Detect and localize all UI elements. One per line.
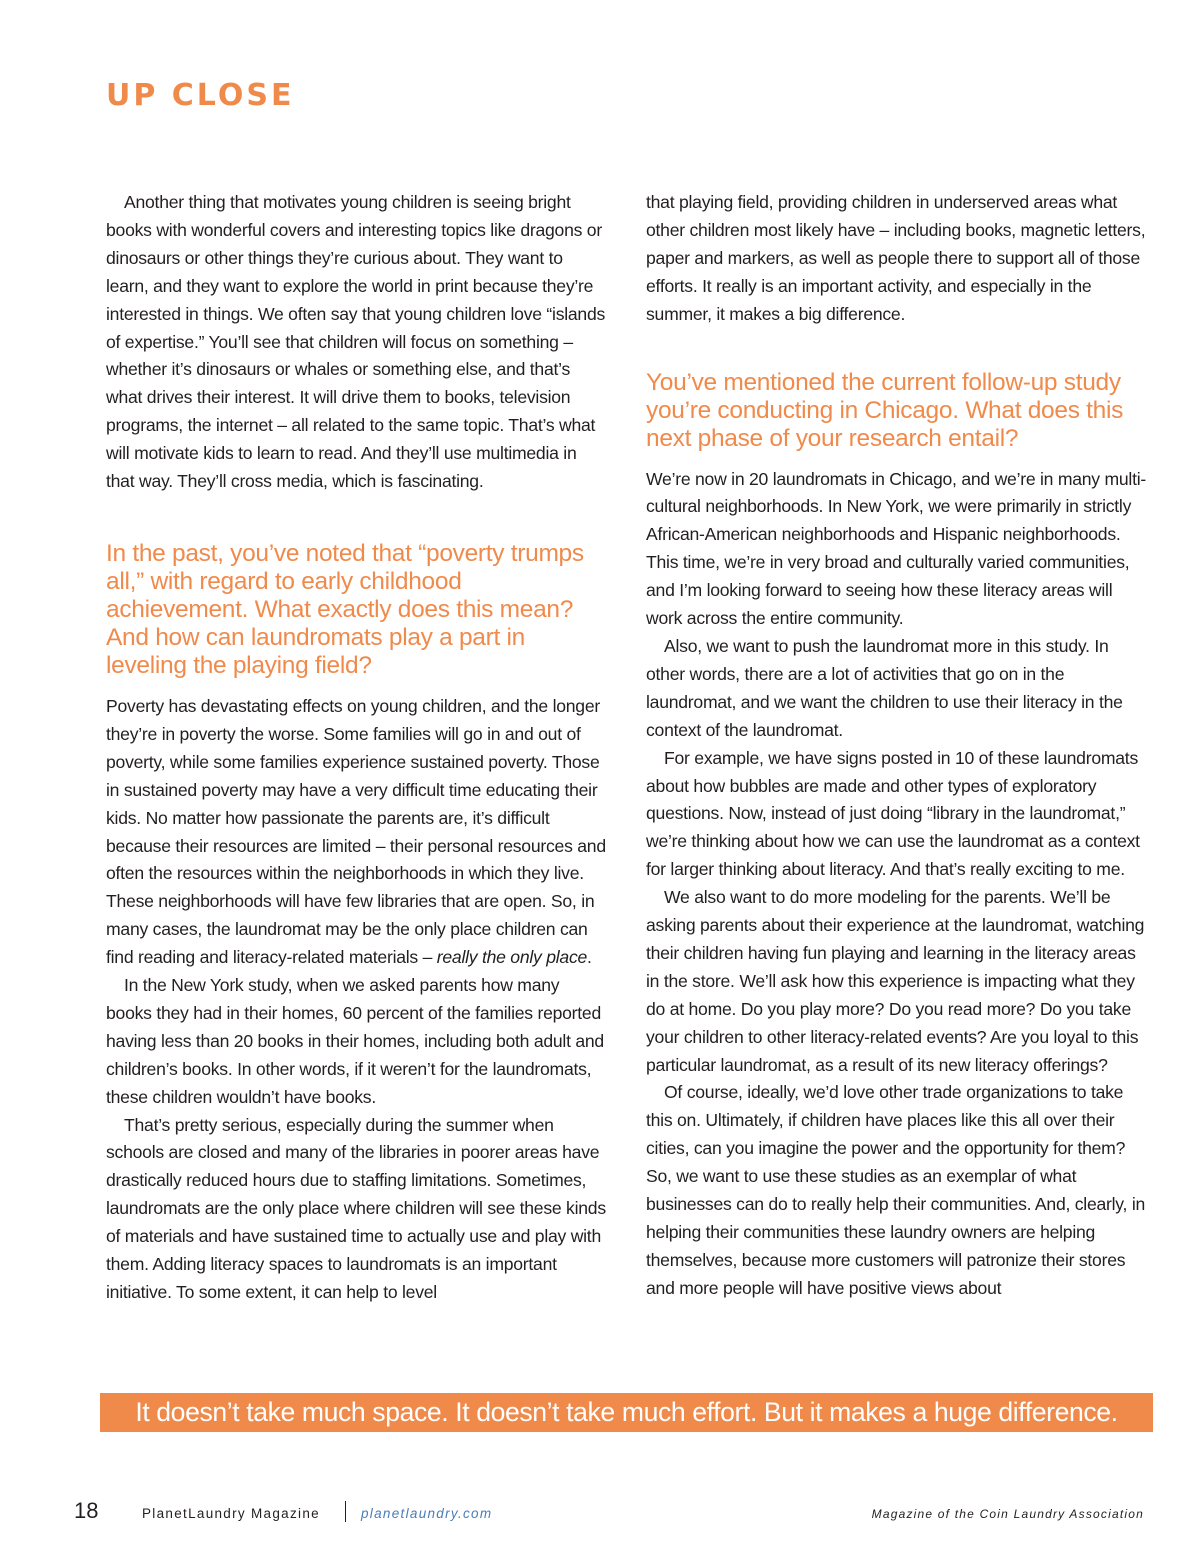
left-column	[106, 189, 608, 1307]
interview-question: You’ve mentioned the current follow-up study you’re conducting in Chicago. What does this next phase of your research entail?	[646, 368, 1124, 452]
body-paragraph: That’s pretty serious, especially during the summer when schools are closed and many of the libraries in poorer areas have drastically reduced hours due to staffing limitations. Sometimes, laundromats are the only place where children will see these kinds of materials and have sustained time to actually use and play with them. Adding literacy spaces to laundromats is an important initiative. To some extent, it can help to level	[106, 1114, 606, 1302]
body-paragraph: Another thing that motivates young children is seeing bright books with wonderful covers and interesting topics like dragons or dinosaurs or other things they’re curious about. They want to learn, and they want to explore the world in print because they’re interested in things. We often say that young children love “islands of expertise.” You’ll see that children will focus on something – whether it’s dinosaurs or whales or something else, and that’s what drives their interest. It will drive them to books, television programs, the internet – all related to the same topic. That’s what will motivate kids to learn to read. And they’ll use multimedia in that way. They’ll cross media, which is fascinating.	[106, 192, 606, 492]
body-paragraph: We also want to do more modeling for the parents. We’ll be asking parents about their experience at the laundromat, watching their children having fun playing and learning in the literacy areas in the store. We’ll ask how this experience is impacting what they do at home. Do you play more? Do you read more? Do you take your children to other literacy-related events? Are you loyal to this particular laundromat, as a result of its new literacy offerings?	[646, 887, 1145, 1075]
section-label: UP CLOSE	[106, 78, 295, 113]
body-paragraph: For example, we have signs posted in 10 of these laundromats about how bubbles are made and other types of exploratory questions. Now, instead of just doing “library in the laundromat,” we’re thinking about how we can use the laundromat as a context for larger thinking about literacy. And that’s really exciting to me.	[646, 747, 1140, 880]
page-footer	[0, 1498, 1200, 1528]
body-paragraph	[106, 693, 608, 972]
magazine-name: PlanetLaundry Magazine	[142, 1506, 320, 1521]
page-number: 18	[74, 1498, 99, 1523]
right-column	[646, 189, 1148, 1303]
footer-divider	[345, 1501, 346, 1522]
paragraph-text: .	[587, 947, 592, 968]
body-paragraph: In the New York study, when we asked parents how many books they had in their homes, 60 percent of the families reported having less than 20 books in their homes, including both adult and children’s books. In other words, if it weren’t for the laundromats, these children wouldn’t have books.	[106, 975, 604, 1107]
pull-quote-banner: It doesn’t take much space. It doesn’t take much effort. But it makes a huge difference.	[100, 1393, 1153, 1432]
paragraph-text: Poverty has devastating effects on young children, and the longer they’re in poverty the worse. Some families will go in and out of poverty, while some families experience sustained poverty. Those in sustained poverty may have a very difficult time educating their kids. No matter how passionate the parents are, it’s difficult because their resources are limited – their personal resources and often the resources within the neighborhoods in which they live. These neighborhoods will have few libraries that are open. So, in many cases, the laundromat may be the only place children can find reading and literacy-related materials –	[106, 695, 606, 968]
website-link[interactable]: planetlaundry.com	[361, 1506, 493, 1521]
interview-question: In the past, you’ve noted that “poverty trumps all,” with regard to early childhood achievement. What exactly does this mean? And how can laundromats play a part in leveling the playing field?	[106, 539, 584, 679]
emphasis-text: really the only place	[436, 947, 588, 968]
body-paragraph: Of course, ideally, we’d love other trade organizations to take this on. Ultimately, if children have places like this all over their cities, can you imagine the power and the opportunity for them? So, we want to use these studies as an exemplar of what businesses can do to really help their communities. And, clearly, in helping their communities these laundry owners are helping themselves, because more customers will patronize their stores and more people will have positive views about	[646, 1082, 1146, 1298]
body-paragraph: We’re now in 20 laundromats in Chicago, and we’re in many multi-cultural neighborhoods. In New York, we were primarily in strictly African-American neighborhoods and Hispanic neighborhoods. This time, we’re in very broad and culturally varied communities, and I’m looking forward to seeing how these literacy areas will work across the entire community.	[646, 468, 1147, 629]
footer-tagline: Magazine of the Coin Laundry Association	[871, 1507, 1144, 1521]
body-paragraph: that playing field, providing children in underserved areas what other children most likely have – including books, magnetic letters, paper and markers, as well as people there to support all of those efforts. It really is an important activity, and especially in the summer, it makes a big difference.	[646, 192, 1146, 324]
body-paragraph: Also, we want to push the laundromat more in this study. In other words, there are a lot of activities that go on in the laundromat, and we want the children to use their literacy in the context of the laundromat.	[646, 635, 1123, 740]
